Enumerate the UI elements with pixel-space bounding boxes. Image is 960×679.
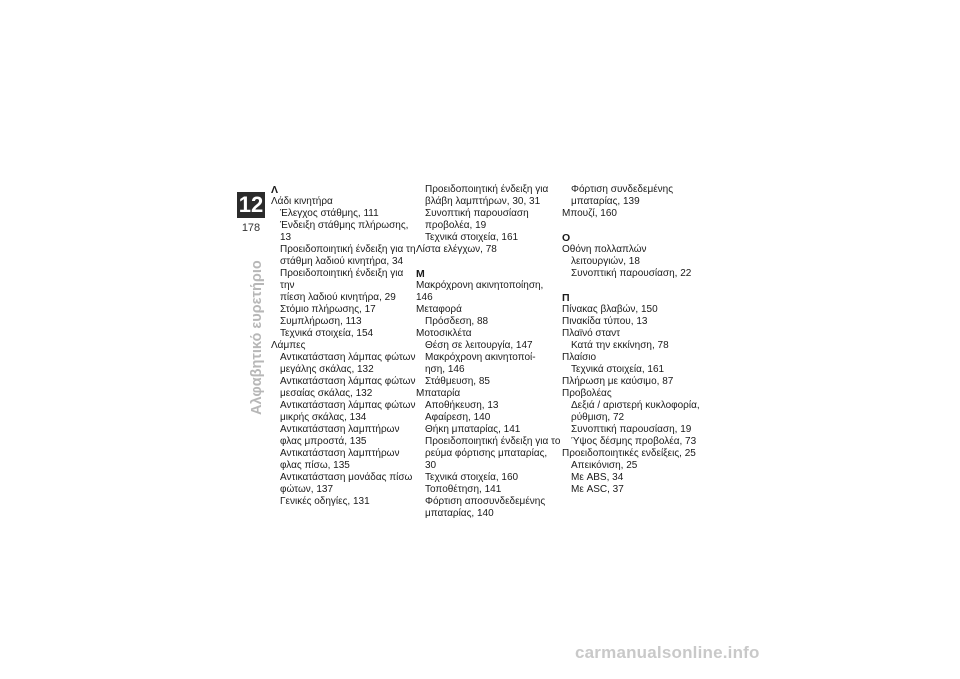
index-subentry: Αντικατάσταση λάμπας φώτων <box>280 400 416 411</box>
index-subentry: Ένδειξη στάθμης πλήρωσης, 13 <box>280 220 409 243</box>
index-subentry: μπαταρίας, 139 <box>571 196 640 207</box>
index-entry: Μακρόχρονη ακινητοποίηση, 146 <box>416 280 544 303</box>
index-subentry: Τεχνικά στοιχεία, 154 <box>280 328 374 339</box>
index-subentry: Συνοπτική παρουσίαση <box>425 208 529 219</box>
index-entry: Μεταφορά <box>416 304 462 315</box>
index-column-1 <box>271 184 416 508</box>
index-subentry: Θήκη μπαταρίας, 141 <box>425 424 521 435</box>
index-subentry: βλάβη λαμπτήρων, 30, 31 <box>425 196 541 207</box>
index-subentry: στάθμη λαδιού κινητήρα, 34 <box>280 256 404 267</box>
index-subentry: Προειδοποιητική ένδειξη για την <box>280 268 404 291</box>
index-subentry: μεγάλης σκάλας, 132 <box>280 364 374 375</box>
index-subentry: Συνοπτική παρουσίαση, 22 <box>571 268 692 279</box>
index-entry: Λάμπες <box>271 340 306 351</box>
index-entry: Λίστα ελέγχων, 78 <box>416 244 497 255</box>
index-subentry: Φόρτιση αποσυνδεδεμένης <box>425 496 546 507</box>
index-subentry: Αντικατάσταση μονάδας πίσω <box>280 472 413 483</box>
index-entry: Μπουζί, 160 <box>562 208 617 219</box>
index-subentry: μικρής σκάλας, 134 <box>280 412 367 423</box>
index-entry: Πίνακας βλαβών, 150 <box>562 304 658 315</box>
index-subentry: Μακρόχρονη ακινητοποί- <box>425 352 536 363</box>
chapter-title: Αλφαβητικό ευρετήριο <box>249 260 265 415</box>
chapter-marker <box>237 192 265 234</box>
index-column-3 <box>562 184 707 496</box>
index-subentry: πίεση λαδιού κινητήρα, 29 <box>280 292 396 303</box>
index-subentry: φλας πίσω, 135 <box>280 460 350 471</box>
index-subentry: Συνοπτική παρουσίαση, 19 <box>571 424 692 435</box>
index-subentry: Τεχνικά στοιχεία, 161 <box>425 232 519 243</box>
index-subentry: Αντικατάσταση λαμπτήρων <box>280 448 400 459</box>
index-subentry: λειτουργιών, 18 <box>571 256 640 267</box>
index-subentry: Θέση σε λειτουργία, 147 <box>425 340 533 351</box>
index-subentry: Στάθμευση, 85 <box>425 376 490 387</box>
index-subentry: ηση, 146 <box>425 364 465 375</box>
index-subentry: Πρόσδεση, 88 <box>425 316 489 327</box>
index-letter-heading: Π <box>562 292 570 304</box>
watermark-footer[interactable]: carmanualsonline.info <box>575 643 760 662</box>
index-subentry: Στόμιο πλήρωσης, 17 <box>280 304 376 315</box>
index-subentry: Προειδοποιητική ένδειξη για το <box>425 436 561 447</box>
index-subentry: Φόρτιση συνδεδεμένης <box>571 184 674 195</box>
index-subentry: ρύθμιση, 72 <box>571 412 625 423</box>
index-subentry: μεσαίας σκάλας, 132 <box>280 388 373 399</box>
index-subentry: Αντικατάσταση λάμπας φώτων <box>280 352 416 363</box>
index-entry: Μοτοσικλέτα <box>416 328 472 339</box>
index-column-2 <box>416 184 561 520</box>
index-subentry: Με ASC, 37 <box>571 484 624 495</box>
index-letter-heading: Λ <box>271 184 279 196</box>
index-subentry: Με ABS, 34 <box>571 472 624 483</box>
index-subentry: προβολέα, 19 <box>425 220 487 231</box>
index-entry: Προειδοποιητικές ενδείξεις, 25 <box>562 448 696 459</box>
index-subentry: φώτων, 137 <box>280 484 334 495</box>
index-entry: Πινακίδα τύπου, 13 <box>562 316 648 327</box>
index-entry: Πλαίσιο <box>562 352 597 363</box>
index-subentry: Τεχνικά στοιχεία, 161 <box>571 364 665 375</box>
index-subentry: Τοποθέτηση, 141 <box>425 484 502 495</box>
index-subentry: φλας μπροστά, 135 <box>280 436 367 447</box>
index-subentry: Γενικές οδηγίες, 131 <box>280 496 370 507</box>
index-subentry: Τεχνικά στοιχεία, 160 <box>425 472 519 483</box>
index-subentry: Προειδοποιητική ένδειξη για <box>425 184 549 195</box>
index-subentry: μπαταρίας, 140 <box>425 508 494 519</box>
index-subentry: Αντικατάσταση λάμπας φώτων <box>280 376 416 387</box>
chapter-number: 12 <box>238 192 264 217</box>
index-entry: Πλαϊνό σταντ <box>562 328 621 339</box>
index-subentry: Έλεγχος στάθμης, 111 <box>280 208 379 219</box>
index-letter-heading: Μ <box>416 268 425 280</box>
index-subentry: Αφαίρεση, 140 <box>425 412 491 423</box>
index-subentry: Αποθήκευση, 13 <box>425 400 499 411</box>
index-entry: Λάδι κινητήρα <box>271 196 333 207</box>
index-entry: Οθόνη πολλαπλών <box>562 244 647 255</box>
index-subentry: Προειδοποιητική ένδειξη για τη <box>280 244 416 255</box>
index-subentry: Απεικόνιση, 25 <box>571 460 638 471</box>
index-subentry: Αντικατάσταση λαμπτήρων <box>280 424 400 435</box>
index-subentry: Δεξιά / αριστερή κυκλοφορία, <box>571 400 700 411</box>
index-letter-heading: Ο <box>562 232 571 244</box>
page-number: 178 <box>241 222 261 234</box>
index-entry: Πλήρωση με καύσιμο, 87 <box>562 376 674 387</box>
index-entry: Προβολέας <box>562 388 612 399</box>
index-subentry: Κατά την εκκίνηση, 78 <box>571 340 669 351</box>
index-subentry: Ύψος δέσμης προβολέα, 73 <box>571 436 697 447</box>
index-subentry: ρεύμα φόρτισης μπαταρίας, 30 <box>425 448 548 471</box>
index-entry: Μπαταρία <box>416 388 461 399</box>
index-subentry: Συμπλήρωση, 113 <box>280 316 362 327</box>
